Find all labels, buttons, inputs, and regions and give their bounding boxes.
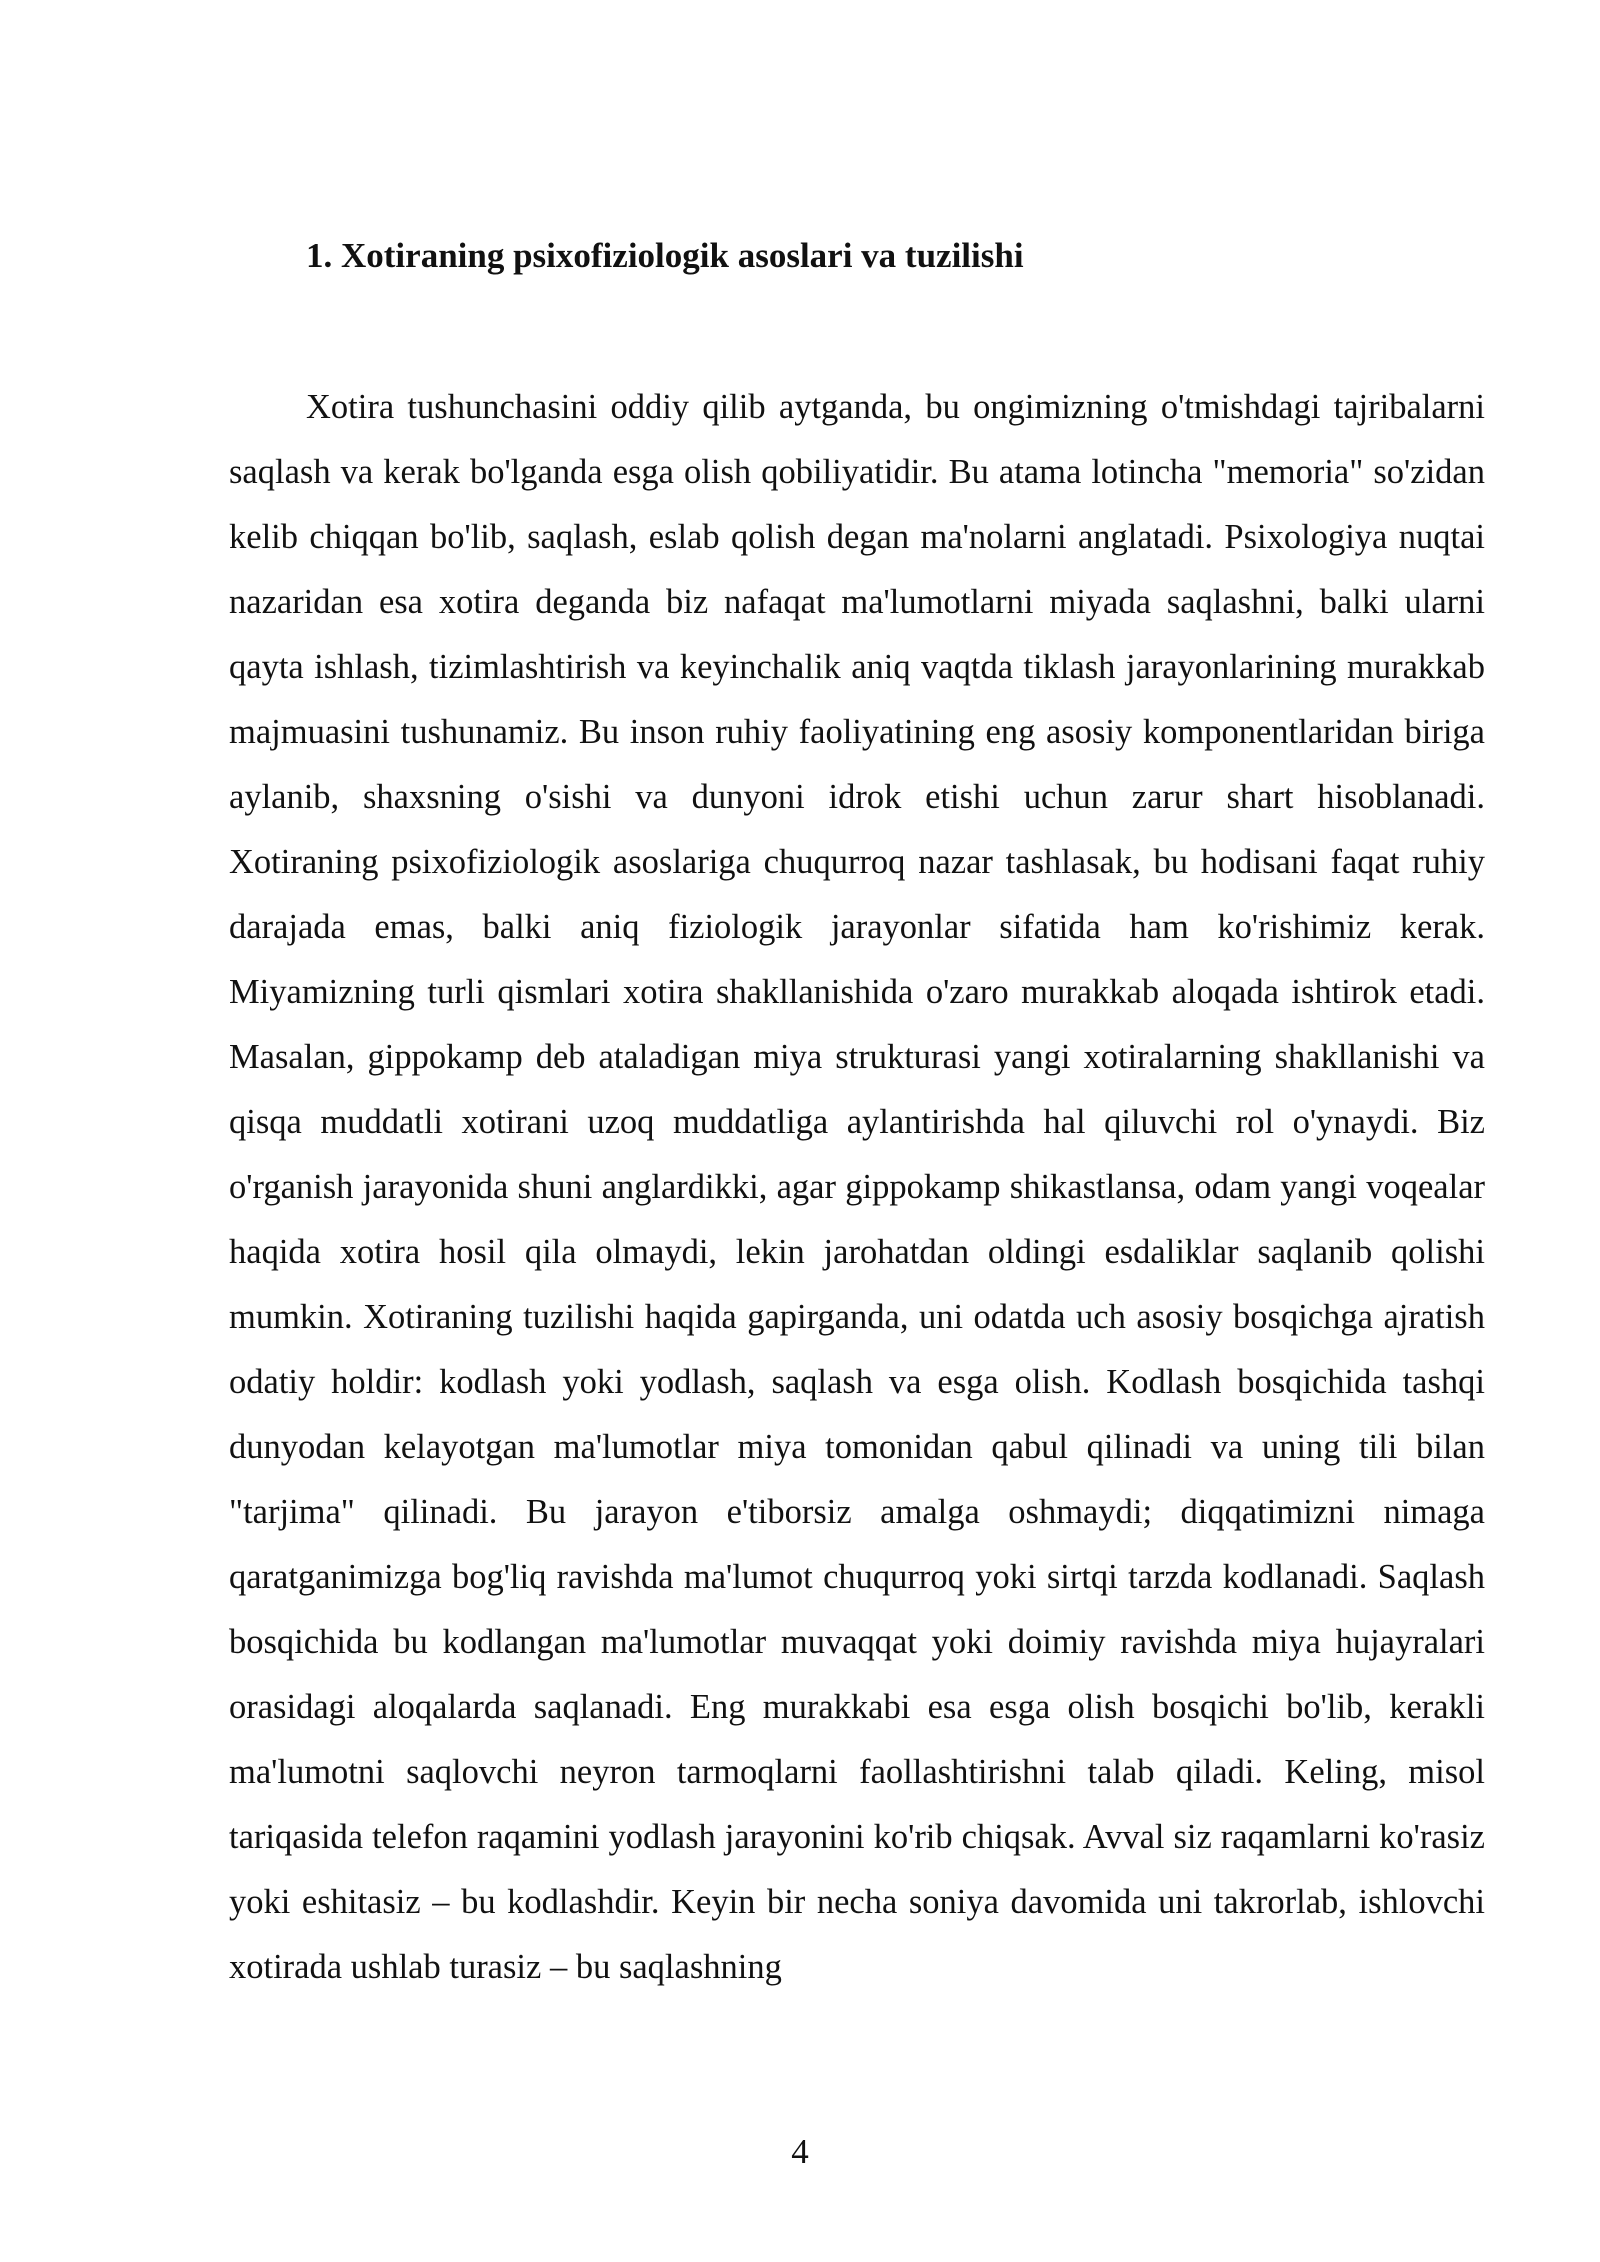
page-number: 4 (791, 2132, 809, 2171)
section-heading: 1. Xotiraning psixofiziologik asoslari va tuzilishi (306, 236, 1024, 275)
body-paragraph: Xotira tushunchasini oddiy qilib aytganda, bu ongimizning o'tmishdagi tajribalarni saqlash va kerak bo'lganda esga olish qobiliyatidir. Bu atama lotincha "memoria" so'zidan kelib chiqqan bo'lib, saqlash, eslab qolish degan ma'nolarni anglatadi. Psixologiya nuqtai nazaridan esa xotira deganda biz nafaqat ma'lumotlarni miyada saqlashni, balki ularni qayta ishlash, tizimlashtirish va keyinchalik aniq vaqtda tiklash jarayonlarining murakkab majmuasini tushunamiz. Bu inson ruhiy faoliyatining eng asosiy komponentlaridan biriga aylanib, shaxsning o'sishi va dunyoni idrok etishi uchun zarur shart hisoblanadi. Xotiraning psixofiziologik asoslariga chuqurroq nazar tashlasak, bu hodisani faqat ruhiy darajada emas, balki aniq fiziologik jarayonlar sifatida ham ko'rishimiz kerak. Miyamizning turli qismlari xotira shakllanishida o'zaro murakkab aloqada ishtirok etadi. Masalan, gippokamp deb ataladigan miya strukturasi yangi xotiralarning shakllanishi va qisqa muddatli xotirani uzoq muddatliga aylantirishda hal qiluvchi rol o'ynaydi. Biz o'rganish jarayonida shuni anglardikki, agar gippokamp shikastlansa, odam yangi voqealar haqida xotira hosil qila olmaydi, lekin jarohatdan oldingi esdaliklar saqlanib qolishi mumkin. Xotiraning tuzilishi haqida gapirganda, uni odatda uch asosiy bosqichga ajratish odatiy holdir: kodlash yoki yodlash, saqlash va esga olish. Kodlash bosqichida tashqi dunyodan kelayotgan ma'lumotlar miya tomonidan qabul qilinadi va uning tili bilan "tarjima" qilinadi. Bu jarayon e'tiborsiz amalga oshmaydi; diqqatimizni nimaga qaratganimizga bog'liq ravishda ma'lumot chuqurroq yoki sirtqi tarzda kodlanadi. Saqlash bosqichida bu kodlangan ma'lumotlar muvaqqat yoki doimiy ravishda miya hujayralari orasidagi aloqalarda saqlanadi. Eng murakkabi esa esga olish bosqichi bo'lib, kerakli ma'lumotni saqlovchi neyron tarmoqlarni faollashtirishni talab qiladi. Keling, misol tariqasida telefon raqamini yodlash jarayonini ko'rib chiqsak. Avval siz raqamlarni ko'rasiz yoki eshitasiz – bu kodlashdir. Keyin bir necha soniya davomida uni takrorlab, ishlovchi xotirada ushlab turasiz – bu saqlashning (229, 388, 1485, 1986)
